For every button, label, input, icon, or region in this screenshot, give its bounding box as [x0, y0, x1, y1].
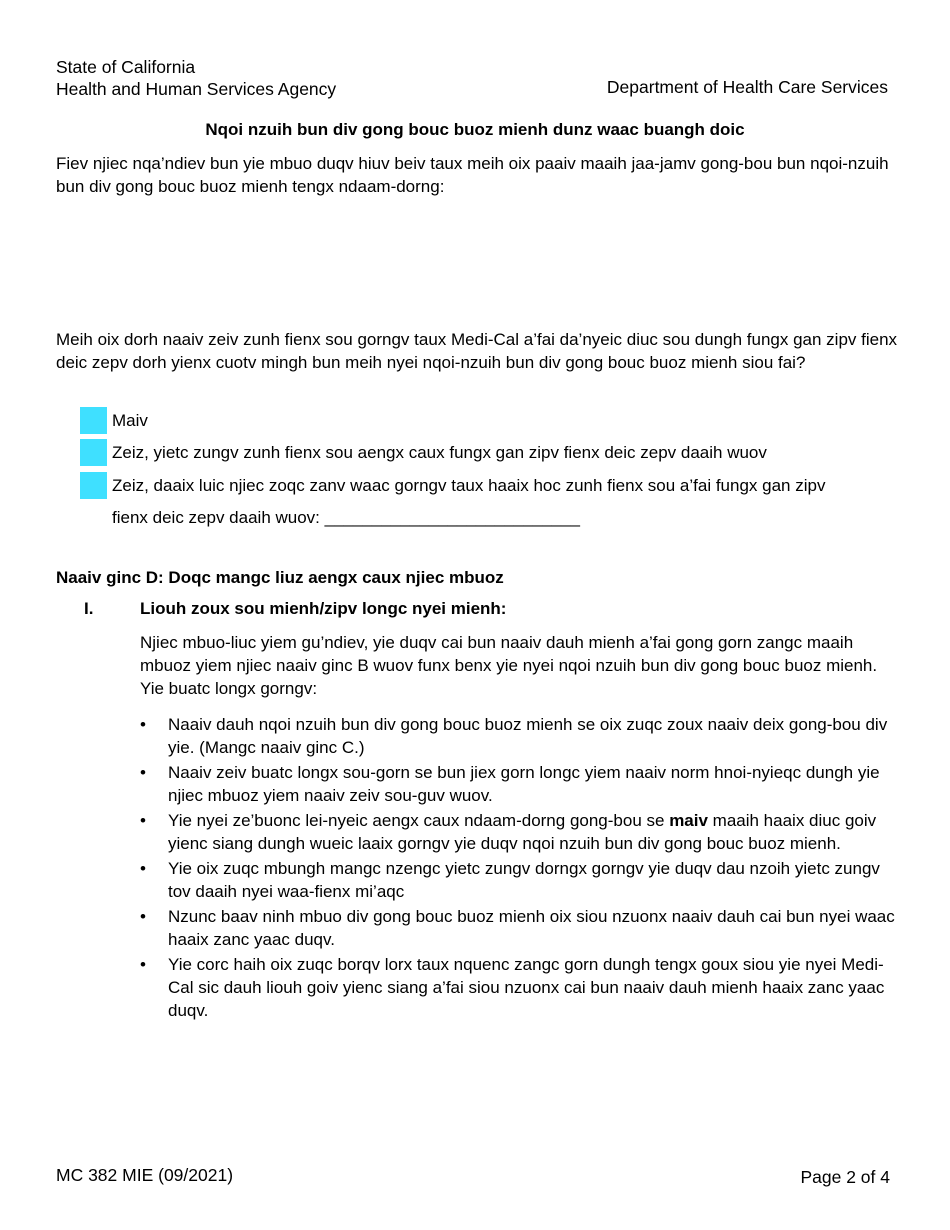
list-item: • Yie corc haih oix zuqc borqv lorx taux nquenc zangc gorn dungh tengx goux siou yie nyei Medi-Cal sic dauh liouh goiv yienc siang a’fai siou nzuonx cai bun naaiv dauh mienh haaix zanc yaac duqv. — [140, 955, 885, 1020]
bullet-icon: • — [140, 955, 146, 974]
bullet-icon: • — [140, 859, 146, 878]
bullet-icon: • — [140, 907, 146, 926]
option-yes-limited-fill-line[interactable]: fienx deic zepv daaih wuov: ___________________________ — [112, 508, 580, 527]
section-title: Nqoi nzuih bun div gong bouc buoz mienh dunz waac buangh doic — [205, 120, 745, 139]
acknowledgement-list — [140, 713, 900, 1024]
agency-name: Health and Human Services Agency — [56, 79, 337, 99]
item-title: Liouh zoux sou mienh/zipv longc nyei mienh: — [140, 599, 507, 618]
records-question: Meih oix dorh naaiv zeiv zunh fienx sou gorngv taux Medi-Cal a’fai da’nyeic diuc sou dungh fungx gan zipv fienx deic zepv dorh yienx cuotv mingh bun meih nyei nqoi-nzuih bun div gong bouc buoz mienh siou fai? — [56, 330, 898, 372]
checkbox-yes-all[interactable] — [80, 439, 107, 466]
option-yes-all[interactable] — [80, 439, 920, 467]
instruction-paragraph: Fiev njiec nqa’ndiev bun yie mbuo duqv hiuv beiv taux meih oix paaiv maaih jaa-jamv gong-bou bun nqoi-nzuih bun div gong bouc buoz mienh tengx ndaam-dorng: — [56, 154, 889, 196]
agency-header — [56, 56, 336, 100]
item-numeral: I. — [84, 599, 94, 618]
list-item: • Nzunc baav ninh mbuo div gong bouc buoz mienh oix siou nzuonx naaiv dauh cai bun nyei waac haaix zanc yaac duqv. — [140, 907, 895, 949]
list-item: • Yie nyei ze’buonc lei-nyeic aengx caux ndaam-dorng gong-bou se maiv maaih haaix diuc goiv yienc siang dungh wueic laaix gorngv yie duqv nqoi nzuih bun div gong bouc buoz mienh. — [140, 811, 877, 853]
section-d-heading: Naaiv ginc D: Doqc mangc liuz aengx caux njiec mbuoz — [56, 568, 504, 587]
checkbox-no[interactable] — [80, 407, 107, 434]
signature-intro: Njiec mbuo-liuc yiem gu’ndiev, yie duqv cai bun naaiv dauh mienh a’fai gong gorn zangc maaih mbuoz yiem njiec naaiv ginc B wuov funx benx yie nyei nqoi nzuih bun div gong bouc buoz mienh. Yie buatc longx gorngv: — [140, 633, 878, 698]
bullet-icon: • — [140, 715, 146, 734]
option-no[interactable] — [80, 407, 920, 435]
bullet-icon: • — [140, 763, 146, 782]
option-yes-limited-label: Zeiz, daaix luic njiec zoqc zanv waac gorngv taux haaix hoc zunh fienx sou a’fai fungx gan zipv — [112, 476, 826, 495]
list-item: • Naaiv zeiv buatc longx sou-gorn se bun jiex gorn longc yiem naaiv norm hnoi-nyieqc dungh yie njiec mbuoz yiem naaiv zeiv sou-guv wuov. — [140, 763, 880, 805]
list-item: • Naaiv dauh nqoi nzuih bun div gong bouc buoz mienh se oix zuqc zoux naaiv deix gong-bou div yie. (Mangc naaiv ginc C.) — [140, 715, 888, 757]
option-yes-limited[interactable] — [80, 472, 920, 500]
bullet-icon: • — [140, 811, 146, 830]
option-no-label: Maiv — [112, 411, 148, 430]
department-name: Department of Health Care Services — [606, 77, 888, 97]
state-name: State of California — [56, 57, 196, 77]
list-item: • Yie oix zuqc mbungh mangc nzengc yietc zungv dorngx gorngv yie duqv dau nzoih yietc zungv tov daaih nyei waa-fienx mi’aqc — [140, 859, 880, 901]
form-id: MC 382 MIE (09/2021) — [56, 1165, 234, 1185]
option-yes-all-label: Zeiz, yietc zungv zunh fienx sou aengx caux fungx gan zipv fienx deic zepv daaih wuov — [112, 443, 767, 462]
checkbox-yes-limited[interactable] — [80, 472, 107, 499]
page-number: Page 2 of 4 — [800, 1167, 890, 1187]
